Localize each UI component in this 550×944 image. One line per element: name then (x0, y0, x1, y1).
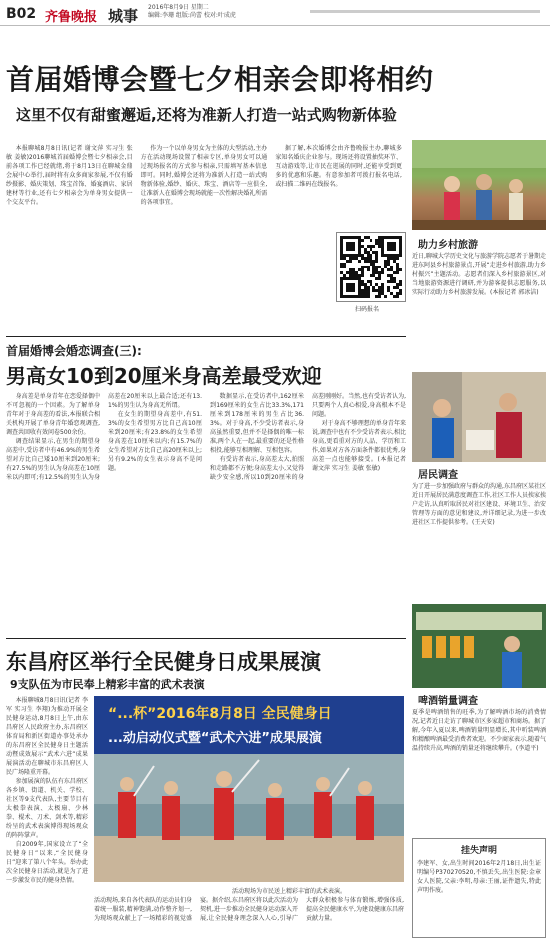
resident-survey-photo (412, 372, 546, 462)
survey-paragraph: 在女生的期望身高差中,有51.3%的女生希望男方比自己高10厘米到20厘米;有23.8%的女生希望身高差在10厘米以内;有15.7%的女生希望对方比自己高20厘米以上;另有9.2%的女生表示身高不是问题。 (108, 411, 202, 472)
martial-arts-photo (94, 696, 404, 882)
fitness-body-bottom: 活动现场,来自各代表队的运动员们身着统一服装,精神饱满,动作整齐划一,为现场观众献上了一场精彩的视觉盛宴。据介绍,东昌府区将以此次活动为契机,进一步推动全民健身运动深入开展,让全民健身理念深入人心,引导广大群众积极参与体育锻炼,增强体质,提高全民健康水平,为建设健康东昌府贡献力量。 (94, 897, 404, 922)
sidebar-story1-body: 近日,聊城大学历史文化与旅游学院志愿者于暑期走进东阿县乡村旅游景点,开展“走进乡村旅游,助力乡村振兴”主题活动。志愿者们深入乡村旅游景区,对当地旅游资源进行调研,并为游客提供志愿服务,以实际行动助力乡村旅游发展。(本报记者 郭冰洁) (412, 253, 546, 296)
notice-title: 挂失声明 (460, 846, 497, 856)
martial-arts-photo-art (94, 696, 404, 882)
survey-paragraph: 对于身高不够理想的单身青年来说,调查中也有不少受访者表示,相比身高,更看重对方的人品、学历和工作,如果对方各方面条件都很优秀,身高差一点也能够接受。(本报记者 谢文萍 实习生 姜敏 张敏) (312, 420, 406, 472)
banner-text: ...动启动仪式暨“武术六进”成果展演 (108, 731, 322, 746)
lead-subheadline: 这里不仅有甜蜜邂逅,还将为准新人打造一站式购物新体验 (16, 106, 397, 124)
notice-body: 李建军、女,出生时间2016年2月18日,出生证明编号P370270520,不慎丢失,出生医院:金章女人医院,父亲:李明,母亲:王丽,证件遗失,特此声明作废。 (417, 860, 541, 894)
sidebar-story1-head: 助力乡村旅游 (418, 240, 478, 251)
fitness-paragraph: 参加展演的队伍有东昌府区各乡镇、街道、机关、学校、社区等9支代表队,主要节目有太极拳表演、太极扇、少林拳、棍术、刀术、剑术等,精彩纷呈的武术表演博得现场观众的阵阵掌声。 (6, 778, 88, 839)
fitness-paragraph: 自2009年,国家设立了“全民健身日”以来,“全民健身日”迎来了第八个年头。举办此次全民健身日活动,就是为了进一步激发市民的健身热情。 (6, 841, 88, 884)
beer-photo-art (412, 604, 546, 688)
rural-tourism-photo (412, 140, 546, 230)
lead-headline: 首届婚博会暨七夕相亲会即将相约 (6, 63, 434, 96)
survey-paragraph: 身高差是单身青年在恋爱择偶中不可忽视的一个因素。为了解单身青年对于身高差的看法,本报联合相关机构开展了单身青年婚恋观调查,调查共回收有效问卷500余份。 (6, 393, 100, 436)
fitness-paragraph: 本报聊城8月8日讯(记者 李军 实习生 李翔)为推动开展全民健身运动,8月8日上午,由东昌府区人民政府主办,东昌府区体育局和新区街道办事处承办的东昌府区全民健身日主题活动暨成效展示“武术六进”成果展演活动在聊城市东昌府区人民广场隆重开幕。 (6, 697, 88, 776)
fitness-headline: 东昌府区举行全民健身日成果展演 (6, 650, 321, 674)
survey-paragraph: 数据显示,在受访者中,162厘米到169厘米的女生占比33.3%,171厘米到178厘米的男生占比36.3%。对于身高,不少受访者表示,身高虽然重要,但并不是择偶的唯一标准,两个人在一起,最重要的还是性格相投,能够互相理解、互相包容。 (210, 393, 304, 454)
section-divider (6, 336, 406, 337)
registration-qr-code[interactable] (336, 232, 406, 302)
survey-body (6, 392, 406, 630)
header-rule (310, 10, 540, 13)
section-divider (6, 638, 406, 639)
fitness-body-left (6, 696, 88, 922)
resident-photo-art (412, 372, 546, 462)
newspaper-logo: 齐鲁晚报 (45, 10, 98, 25)
survey-paragraph: 有受访者表示,身高差太大,拍照和走路都不方便;身高差太小,又觉得缺少安全感,所以10到20厘米的身高差刚刚好。当然,也有受访者认为,只要两个人真心相爱,身高根本不是问题。 (210, 393, 406, 481)
sidebar-story3-head: 啤酒销量调查 (418, 696, 478, 707)
editors-text: 编辑:李珊 组版:尚蕾 校对:叶成虎 (148, 12, 236, 19)
sidebar-story2-head: 居民调查 (418, 470, 458, 481)
tourism-photo-art (412, 140, 546, 230)
sidebar-story3-body: 夏季是啤酒销售的旺季,为了解啤酒市场的消费情况,记者近日走访了聊城市区多家超市和商场。据了解,今年入夏以来,啤酒销量明显增长,其中听装啤酒和精酿啤酒最受消费者欢迎。不少商家表示,随着气温持续升高,啤酒的销量还将继续攀升。(李道平) (412, 709, 546, 752)
date-text: 2016年8月9日 星期二 (148, 4, 209, 11)
qr-label: 扫码报名 (355, 306, 380, 313)
sidebar-story2-body: 为了进一步加强政府与群众的沟通,东昌府区某社区近日开展居民满意度调查工作,社区工作人员挨家挨户走访,认真听取居民对社区建设、环境卫生、治安管理等方面的意见和建议,并详细记录,为进一步改进社区工作提供参考。(王天安) (412, 483, 546, 526)
dateline (148, 4, 236, 20)
lead-paragraph: 作为一个以单身男女为主体的大型活动,主办方在活动现场设置了相亲专区,单身男女可以通过现场报名的方式参与相亲,只需填写基本信息即可。同时,婚博会还将为准新人打造一站式购物新体验,婚纱、婚庆、珠宝、酒店等一应俱全,让准新人在婚博会现场就能一次性解决婚礼所需的各项事宜。 (140, 145, 268, 206)
banner-text: “...杯”2016年8月8日 全民健身日 (108, 706, 332, 722)
survey-series-title: 首届婚博会婚恋调查(三): (6, 344, 142, 358)
page-number: B02 (6, 6, 37, 22)
fitness-subheadline: 9支队伍为市民奉上精彩丰富的武术表演 (10, 678, 205, 691)
survey-headline: 男高女10到20厘米身高差最受欢迎 (6, 364, 322, 388)
lead-paragraph: 本报聊城8月8日讯(记者 谢文萍 实习生 张 敏 姜敏)2016聊城首届婚博会暨七夕相亲会,目前各项工作已经就绪,将于8月13日在聊城金鼎会展中心举行,届时将有众多商家参展,不仅有婚纱摄影、婚庆策划、珠宝首饰、婚宴酒店、家居建材等行业,还有七夕相亲会为单身男女提供一个交友平台。 (6, 145, 133, 206)
lead-paragraph: 据了解,本次婚博会由齐鲁晚报主办,聊城多家知名婚庆企业参与。现场还将设置抽奖环节、互动游戏等,让市民在逛展的同时,还能享受到更多的优惠和乐趣。有意参加者可拨打报名电话,或扫描二维码在线报名。 (275, 145, 402, 188)
beer-survey-photo (412, 604, 546, 688)
photo-caption: 活动现场为市民送上精彩丰富的武术表演。 (232, 888, 347, 895)
section-name: 城事 (108, 7, 139, 25)
qr-module (399, 295, 402, 298)
qr-pattern (340, 236, 402, 298)
lost-notice-box (412, 838, 546, 938)
survey-paragraph: 调查结果显示,在男生的期望身高差中,受访者中有46.9%的男生希望对方比自己矮10厘米到20厘米;有27.5%的男生认为身高差在10厘米以内即可;有12.5%的男生认为身高差在20厘米以上最合适;还有13.1%的男生认为身高无所谓。 (6, 393, 202, 481)
